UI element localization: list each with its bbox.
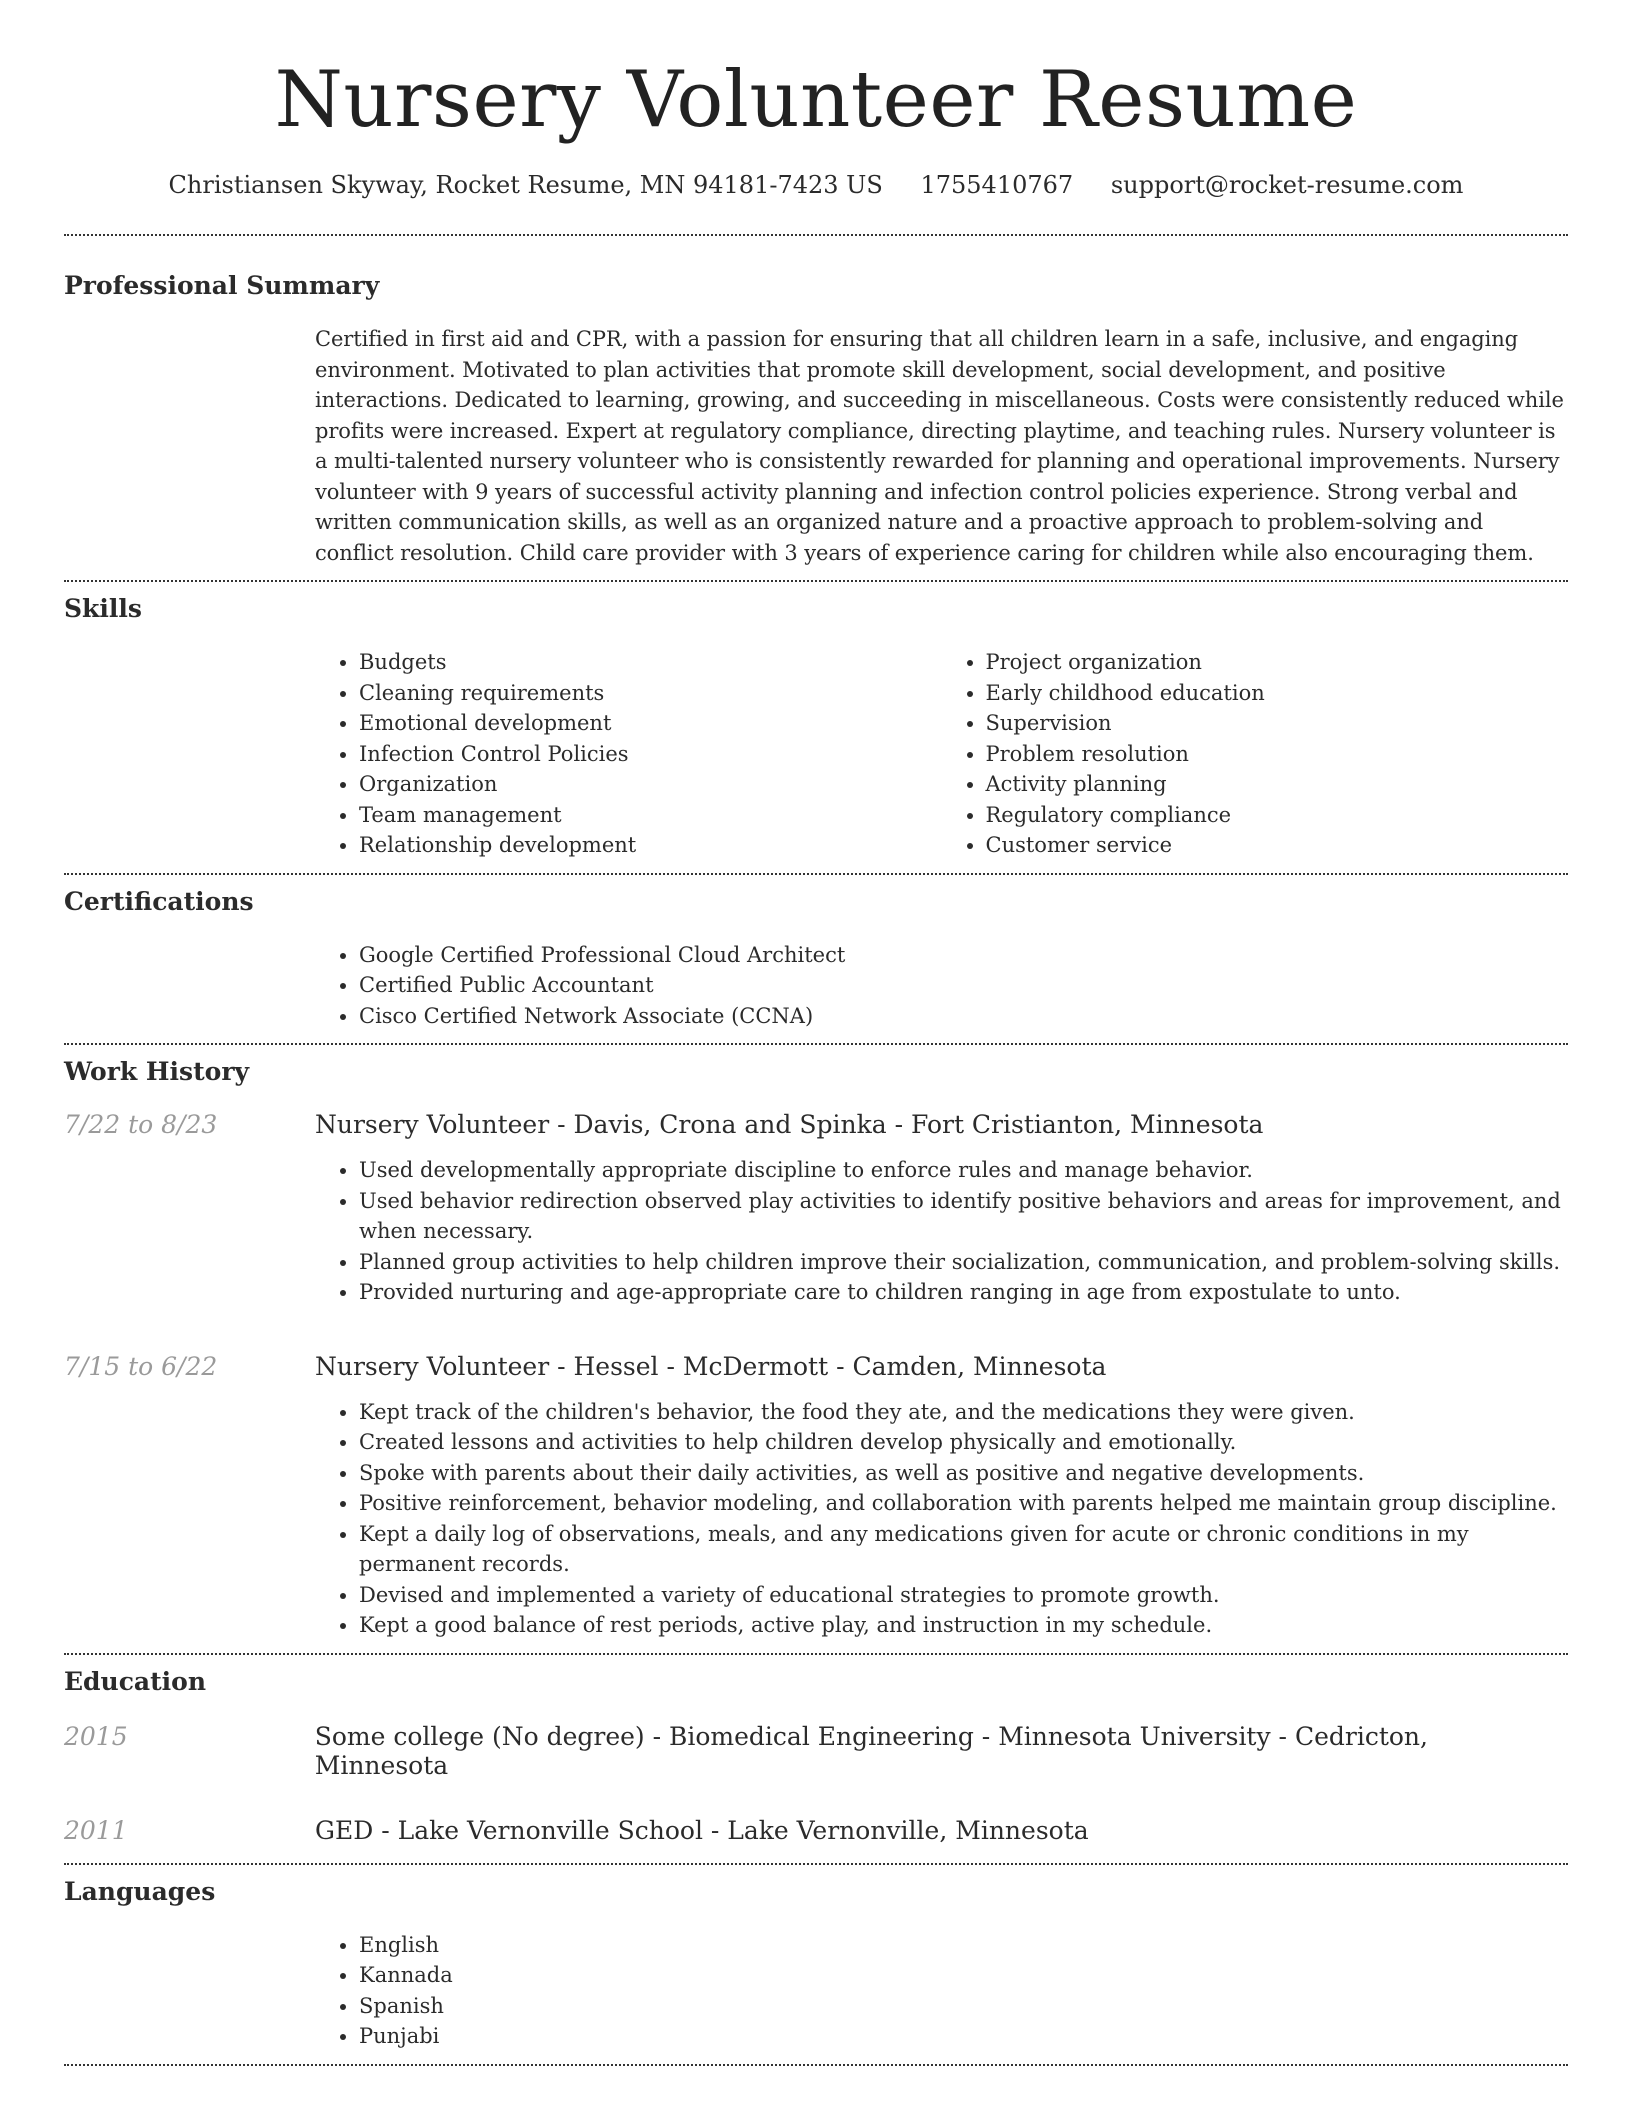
education-section xyxy=(64,1655,1568,1845)
skill-item: • Project organization xyxy=(986,647,1569,678)
job-bullet: • Provided nurturing and age-appropriate care to children ranging in age from expostulate to unto. xyxy=(359,1277,1568,1308)
skill-item: • Infection Control Policies xyxy=(359,739,942,770)
summary-section xyxy=(64,236,1568,568)
certifications-content xyxy=(315,940,1568,1032)
resume-page xyxy=(64,0,1568,2066)
education-heading: Education xyxy=(64,1666,207,1696)
skill-item: • Team management xyxy=(359,800,942,831)
resume-title: Nursery Volunteer Resume xyxy=(274,55,1358,145)
education-entry xyxy=(64,1722,1568,1780)
job-bullet: • Planned group activities to help children improve their socialization, communication, and problem-solving skills. xyxy=(359,1247,1568,1278)
skill-item: • Emotional development xyxy=(359,708,942,739)
work-history-heading: Work History xyxy=(64,1057,250,1086)
certification-item: • Certified Public Accountant xyxy=(359,970,1568,1001)
job-bullets xyxy=(315,1397,1568,1641)
skills-heading: Skills xyxy=(64,594,142,623)
job-date: 7/15 to 6/22 xyxy=(64,1351,218,1381)
skill-item: • Regulatory compliance xyxy=(986,800,1569,831)
job-entry xyxy=(64,1352,1568,1641)
skills-list-right xyxy=(942,647,1569,861)
education-date: 2011 xyxy=(64,1815,128,1845)
job-bullet: • Spoke with parents about their daily activities, as well as positive and negative developments. xyxy=(359,1458,1568,1489)
job-date: 7/22 to 8/23 xyxy=(64,1110,218,1139)
summary-heading: Professional Summary xyxy=(64,271,380,300)
contact-line xyxy=(64,170,1568,200)
job-entry xyxy=(64,1110,1568,1308)
skills-columns xyxy=(315,647,1568,861)
summary-text: Certified in first aid and CPR, with a passion for ensuring that all children learn in a safe, inclusive, and engaging environment. Motivated to plan activities that promote skill development, social development, and positive interactions. Dedicated to learning, growing, and succeeding in miscellaneous. Costs were consistently reduced while profits were increased. Expert at regulatory compliance, directing playtime, and teaching rules. Nursery volunteer is a multi-talented nursery volunteer who is consistently rewarded for planning and operational improvements. Nursery volunteer with 9 years of successful activity planning and infection control policies experience. Strong verbal and written communication skills, as well as an organized nature and a proactive approach to problem-solving and conflict resolution. Child care provider with 3 years of experience caring for children while also encouraging them. xyxy=(315,327,1564,565)
language-item: • Punjabi xyxy=(359,2021,1568,2052)
languages-content xyxy=(315,1930,1568,2052)
skill-item: • Supervision xyxy=(986,708,1569,739)
skill-item: • Early childhood education xyxy=(986,678,1569,709)
job-bullet: • Used behavior redirection observed play activities to identify positive behaviors and areas for improvement, and when necessary. xyxy=(359,1186,1568,1247)
job-title: Nursery Volunteer - Davis, Crona and Spinka - Fort Cristianton, Minnesota xyxy=(315,1110,1264,1139)
job-title: Nursery Volunteer - Hessel - McDermott - Camden, Minnesota xyxy=(315,1351,1107,1381)
job-bullet: • Kept track of the children's behavior, the food they ate, and the medications they were given. xyxy=(359,1397,1568,1428)
job-bullet-list xyxy=(315,1155,1568,1308)
certification-item: • Google Certified Professional Cloud Architect xyxy=(359,940,1568,971)
contact-address: Christiansen Skyway, Rocket Resume, MN 94181-7423 US xyxy=(168,171,883,199)
job-bullets xyxy=(315,1155,1568,1308)
job-bullet: • Positive reinforcement, behavior modeling, and collaboration with parents helped me maintain group discipline. xyxy=(359,1488,1568,1519)
job-bullet: • Created lessons and activities to help children develop physically and emotionally. xyxy=(359,1427,1568,1458)
contact-email[interactable]: support@rocket-resume.com xyxy=(1110,171,1464,199)
language-item: • Spanish xyxy=(359,1991,1568,2022)
language-item: • English xyxy=(359,1930,1568,1961)
skill-item: • Activity planning xyxy=(986,769,1569,800)
skill-item: • Customer service xyxy=(986,830,1569,861)
job-bullet: • Kept a daily log of observations, meals, and any medications given for acute or chronic conditions in my permanent records. xyxy=(359,1519,1568,1580)
skill-item: • Relationship development xyxy=(359,830,942,861)
education-title: Some college (No degree) - Biomedical Engineering - Minnesota University - Cedricton, Minnesota xyxy=(314,1721,1428,1780)
work-history-section xyxy=(64,1045,1568,1641)
education-entry xyxy=(64,1816,1568,1845)
certifications-list xyxy=(315,940,1568,1032)
skills-section xyxy=(64,582,1568,861)
skill-item: • Organization xyxy=(359,769,942,800)
job-bullet: • Used developmentally appropriate discipline to enforce rules and manage behavior. xyxy=(359,1155,1568,1186)
divider xyxy=(64,2064,1568,2066)
skill-item: • Budgets xyxy=(359,647,942,678)
languages-section xyxy=(64,1865,1568,2052)
education-title: GED - Lake Vernonville School - Lake Vernonville, Minnesota xyxy=(315,1815,1089,1845)
job-bullet-list xyxy=(315,1397,1568,1641)
skills-list-left xyxy=(315,647,942,861)
skill-item: • Problem resolution xyxy=(986,739,1569,770)
languages-heading: Languages xyxy=(64,1876,216,1906)
job-bullet: • Kept a good balance of rest periods, active play, and instruction in my schedule. xyxy=(359,1610,1568,1641)
job-bullet: • Devised and implemented a variety of educational strategies to promote growth. xyxy=(359,1580,1568,1611)
languages-list xyxy=(315,1930,1568,2052)
certifications-section xyxy=(64,875,1568,1032)
certifications-heading: Certifications xyxy=(64,886,254,916)
certification-item: • Cisco Certified Network Associate (CCNA) xyxy=(359,1001,1568,1032)
contact-phone: 1755410767 xyxy=(920,171,1074,199)
education-date: 2015 xyxy=(64,1721,128,1751)
skill-item: • Cleaning requirements xyxy=(359,678,942,709)
language-item: • Kannada xyxy=(359,1960,1568,1991)
job-header xyxy=(64,1110,1568,1139)
job-header xyxy=(64,1352,1568,1381)
